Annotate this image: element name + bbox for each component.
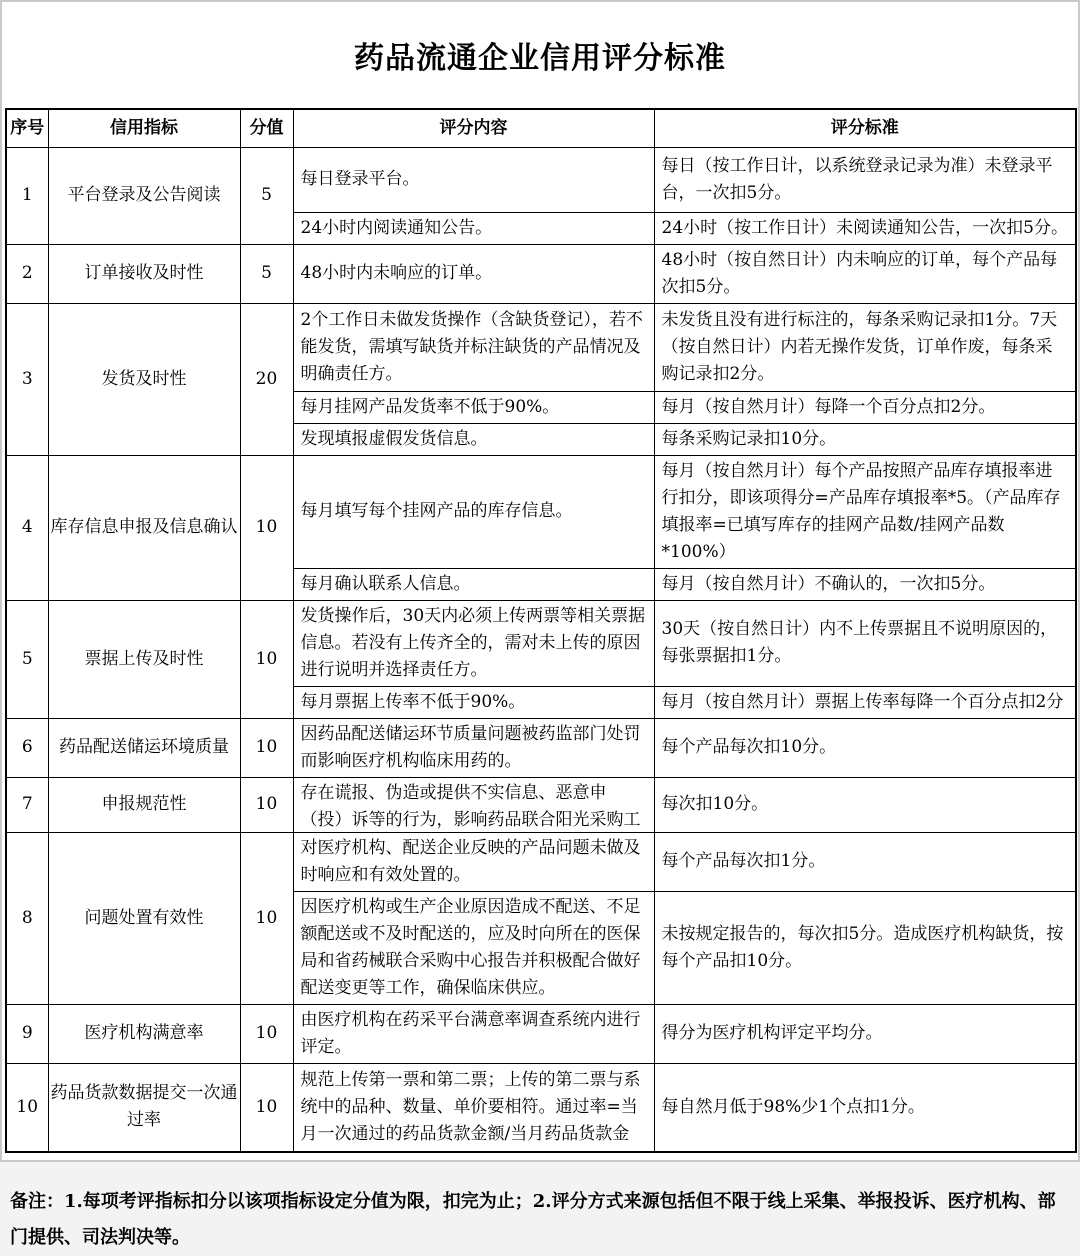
indicator-cell: 药品配送储运环境质量 bbox=[48, 718, 240, 777]
table-header-row bbox=[6, 109, 1076, 147]
indicator-cell: 平台登录及公告阅读 bbox=[48, 147, 240, 244]
credit-score-table bbox=[5, 108, 1077, 1153]
content-cell: 每月票据上传率不低于90%。 bbox=[293, 686, 654, 718]
content-cell: 发现填报虚假发货信息。 bbox=[293, 423, 654, 455]
content-cell bbox=[293, 777, 654, 832]
content-cell: 因药品配送储运环节质量问题被药监部门处罚而影响医疗机构临床用药的。 bbox=[293, 718, 654, 777]
indicator-cell: 票据上传及时性 bbox=[48, 600, 240, 718]
standard-cell: 每月（按自然月计）票据上传率每降一个百分点扣2分 bbox=[654, 686, 1076, 718]
indicator-cell: 申报规范性 bbox=[48, 777, 240, 832]
table-row bbox=[6, 455, 1076, 568]
row-no: 3 bbox=[6, 303, 48, 455]
content-cell: 48小时内未响应的订单。 bbox=[293, 244, 654, 303]
row-no: 10 bbox=[6, 1063, 48, 1152]
header-standard: 评分标准 bbox=[654, 109, 1076, 147]
indicator-cell: 医疗机构满意率 bbox=[48, 1004, 240, 1063]
content-cell bbox=[293, 1063, 654, 1152]
title-block bbox=[2, 2, 1078, 108]
content-cell: 由医疗机构在药采平台满意率调查系统内进行评定。 bbox=[293, 1004, 654, 1063]
row-no: 9 bbox=[6, 1004, 48, 1063]
score-cell: 5 bbox=[240, 244, 293, 303]
standard-cell: 每个产品每次扣1分。 bbox=[654, 832, 1076, 891]
footnote: 备注：1.每项考评指标扣分以该项指标设定分值为限，扣完为止；2.评分方式来源包括但不限于线上采集、举报投诉、医疗机构、部门提供、司法判决等。 bbox=[10, 1191, 1056, 1248]
content-cell: 每月确认联系人信息。 bbox=[293, 568, 654, 600]
row-no: 7 bbox=[6, 777, 48, 832]
table-row bbox=[6, 777, 1076, 832]
header-content: 评分内容 bbox=[293, 109, 654, 147]
standard-cell: 48小时（按自然日计）内未响应的订单，每个产品每次扣5分。 bbox=[654, 244, 1076, 303]
row-no: 6 bbox=[6, 718, 48, 777]
standard-cell: 24小时（按工作日计）未阅读通知公告，一次扣5分。 bbox=[654, 212, 1076, 244]
row-no: 1 bbox=[6, 147, 48, 244]
content-cell: 每日登录平台。 bbox=[293, 147, 654, 212]
content-cell: 发货操作后，30天内必须上传两票等相关票据信息。若没有上传齐全的，需对未上传的原因进行说明并选择责任方。 bbox=[293, 600, 654, 686]
header-score: 分值 bbox=[240, 109, 293, 147]
score-cell: 5 bbox=[240, 147, 293, 244]
standard-cell: 每月（按自然月计）每个产品按照产品库存填报率进行扣分，即该项得分=产品库存填报率*5。（产品库存填报率=已填写库存的挂网产品数/挂网产品数*100%） bbox=[654, 455, 1076, 568]
row-no: 2 bbox=[6, 244, 48, 303]
header-indicator: 信用指标 bbox=[48, 109, 240, 147]
standard-cell: 未发货且没有进行标注的，每条采购记录扣1分。7天（按自然日计）内若无操作发货，订单作废，每条采购记录扣2分。 bbox=[654, 303, 1076, 391]
table-row bbox=[6, 718, 1076, 777]
indicator-cell: 发货及时性 bbox=[48, 303, 240, 455]
page-title: 药品流通企业信用评分标准 bbox=[354, 41, 726, 76]
table-row bbox=[6, 147, 1076, 212]
standard-cell: 每日（按工作日计，以系统登录记录为准）未登录平台，一次扣5分。 bbox=[654, 147, 1076, 212]
row-no: 5 bbox=[6, 600, 48, 718]
indicator-cell: 订单接收及时性 bbox=[48, 244, 240, 303]
clipped-text: 规范上传第一票和第二票；上传的第二票与系统中的品种、数量、单价要相符。通过率=当月一次通过的药品货款金额/当月药品货款金 bbox=[300, 1069, 641, 1144]
table-row bbox=[6, 832, 1076, 891]
standard-cell: 每月（按自然月计）每降一个百分点扣2分。 bbox=[654, 391, 1076, 423]
score-cell: 10 bbox=[240, 777, 293, 832]
score-cell: 10 bbox=[240, 718, 293, 777]
indicator-cell: 药品货款数据提交一次通过率 bbox=[48, 1063, 240, 1152]
clipped-text: 存在谎报、伪造或提供不实信息、恶意申（投）诉等的行为，影响药品联合阳光采购工 bbox=[300, 782, 641, 830]
table-row bbox=[6, 1063, 1076, 1152]
table-row bbox=[6, 1004, 1076, 1063]
standard-cell: 得分为医疗机构评定平均分。 bbox=[654, 1004, 1076, 1063]
indicator-cell: 问题处置有效性 bbox=[48, 832, 240, 1004]
content-cell: 24小时内阅读通知公告。 bbox=[293, 212, 654, 244]
standard-cell: 每自然月低于98%少1个点扣1分。 bbox=[654, 1063, 1076, 1152]
content-cell: 对医疗机构、配送企业反映的产品问题未做及时响应和有效处置的。 bbox=[293, 832, 654, 891]
score-cell: 10 bbox=[240, 832, 293, 1004]
content-cell: 因医疗机构或生产企业原因造成不配送、不足额配送或不及时配送的，应及时向所在的医保局和省药械联合采购中心报告并积极配合做好配送变更等工作，确保临床供应。 bbox=[293, 891, 654, 1004]
standard-cell: 每月（按自然月计）不确认的，一次扣5分。 bbox=[654, 568, 1076, 600]
content-cell: 每月挂网产品发货率不低于90%。 bbox=[293, 391, 654, 423]
table-row bbox=[6, 244, 1076, 303]
standard-cell: 30天（按自然日计）内不上传票据且不说明原因的，每张票据扣1分。 bbox=[654, 600, 1076, 686]
table-row bbox=[6, 303, 1076, 391]
standard-cell: 每个产品每次扣10分。 bbox=[654, 718, 1076, 777]
content-cell: 2个工作日未做发货操作（含缺货登记），若不能发货，需填写缺货并标注缺货的产品情况及明确责任方。 bbox=[293, 303, 654, 391]
score-cell: 10 bbox=[240, 455, 293, 600]
header-no: 序号 bbox=[6, 109, 48, 147]
score-cell: 10 bbox=[240, 600, 293, 718]
score-cell: 10 bbox=[240, 1004, 293, 1063]
standard-cell: 未按规定报告的，每次扣5分。造成医疗机构缺货，按每个产品扣10分。 bbox=[654, 891, 1076, 1004]
row-no: 4 bbox=[6, 455, 48, 600]
standard-cell: 每次扣10分。 bbox=[654, 777, 1076, 832]
row-no: 8 bbox=[6, 832, 48, 1004]
table-row bbox=[6, 600, 1076, 686]
score-cell: 10 bbox=[240, 1063, 293, 1152]
score-cell: 20 bbox=[240, 303, 293, 455]
standard-cell: 每条采购记录扣10分。 bbox=[654, 423, 1076, 455]
content-cell: 每月填写每个挂网产品的库存信息。 bbox=[293, 455, 654, 568]
indicator-cell: 库存信息申报及信息确认 bbox=[48, 455, 240, 600]
